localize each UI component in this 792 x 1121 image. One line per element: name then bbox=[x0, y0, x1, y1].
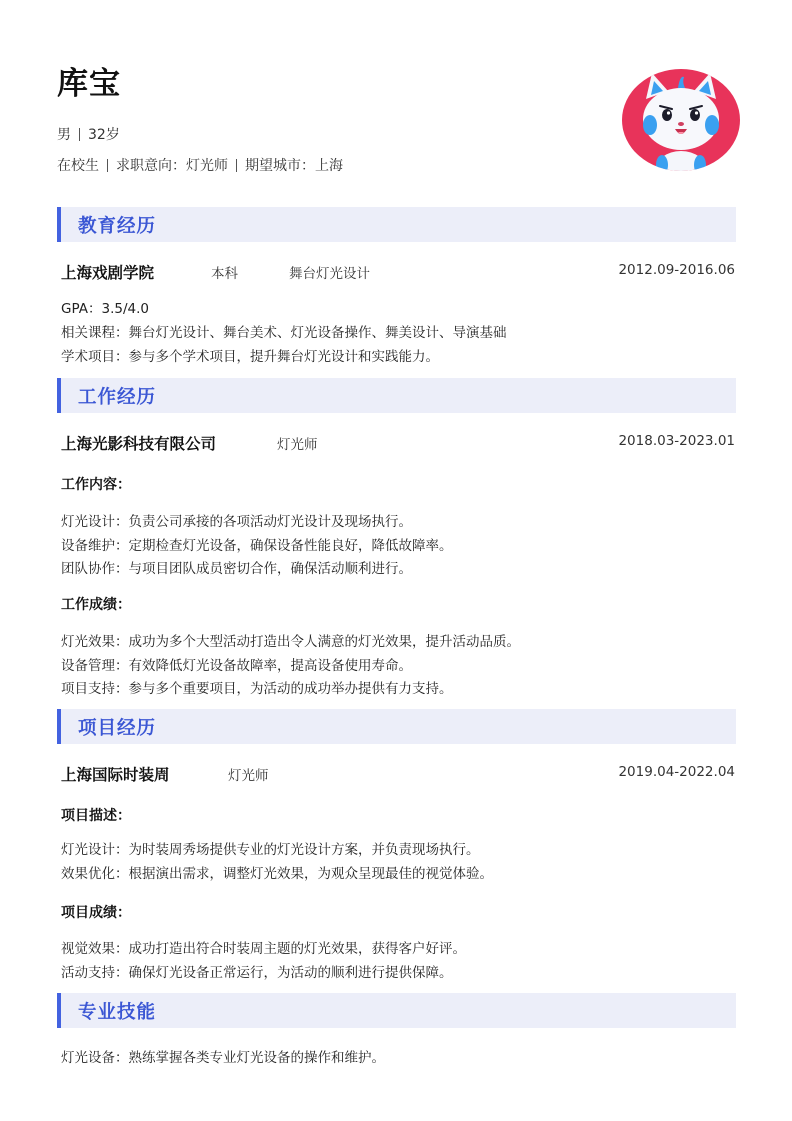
job-intent-row bbox=[57, 155, 343, 175]
basic-info-row bbox=[57, 124, 120, 144]
major: 舞台灯光设计 bbox=[289, 266, 370, 282]
work-content-title: 工作内容： bbox=[61, 477, 131, 493]
work-results-line: 设备管理：有效降低灯光设备故障率，提高设备使用寿命。 bbox=[61, 658, 412, 674]
work-content-line: 设备维护：定期检查灯光设备，确保设备性能良好，降低故障率。 bbox=[61, 538, 453, 554]
project-date: 2019.04-2022.04 bbox=[618, 764, 735, 780]
education-line: GPA：3.5/4.0 bbox=[61, 301, 149, 317]
work-results-line: 项目支持：参与多个重要项目，为活动的成功举办提供有力支持。 bbox=[61, 681, 453, 697]
section-header-education bbox=[57, 207, 736, 242]
school-name: 上海戏剧学院 bbox=[61, 264, 155, 282]
project-desc-line: 效果优化：根据演出需求，调整灯光效果，为观众呈现最佳的视觉体验。 bbox=[61, 866, 493, 882]
separator bbox=[79, 128, 80, 141]
expected-city: 期望城市：上海 bbox=[245, 158, 343, 174]
project-name: 上海国际时装周 bbox=[61, 766, 170, 784]
work-results-title: 工作成绩： bbox=[61, 597, 131, 613]
work-date: 2018.03-2023.01 bbox=[618, 433, 735, 449]
degree: 本科 bbox=[211, 266, 238, 282]
company-name: 上海光影科技有限公司 bbox=[61, 435, 217, 453]
age: 32岁 bbox=[88, 127, 120, 143]
project-desc-line: 灯光设计：为时装周秀场提供专业的灯光设计方案，并负责现场执行。 bbox=[61, 842, 480, 858]
section-title: 教育经历 bbox=[78, 216, 157, 237]
job-role: 灯光师 bbox=[277, 437, 318, 453]
project-desc-title: 项目描述： bbox=[61, 808, 131, 824]
section-header-skills bbox=[57, 993, 736, 1028]
section-header-work bbox=[57, 378, 736, 413]
candidate-name: 库宝 bbox=[57, 66, 121, 102]
project-role: 灯光师 bbox=[228, 768, 269, 784]
separator bbox=[107, 159, 108, 172]
gender: 男 bbox=[57, 127, 71, 143]
education-line: 学术项目：参与多个学术项目，提升舞台灯光设计和实践能力。 bbox=[61, 349, 439, 365]
work-content-line: 灯光设计：负责公司承接的各项活动灯光设计及现场执行。 bbox=[61, 514, 412, 530]
education-line: 相关课程：舞台灯光设计、舞台美术、灯光设备操作、舞美设计、导演基础 bbox=[61, 325, 507, 341]
job-intent: 求职意向：灯光师 bbox=[116, 158, 228, 174]
project-results-line: 活动支持：确保灯光设备正常运行，为活动的顺利进行提供保障。 bbox=[61, 965, 453, 981]
status: 在校生 bbox=[57, 158, 99, 174]
section-header-project bbox=[57, 709, 736, 744]
project-results-title: 项目成绩： bbox=[61, 905, 131, 921]
project-results-line: 视觉效果：成功打造出符合时装周主题的灯光效果，获得客户好评。 bbox=[61, 941, 466, 957]
work-content-line: 团队协作：与项目团队成员密切合作，确保活动顺利进行。 bbox=[61, 561, 412, 577]
education-date: 2012.09-2016.06 bbox=[618, 262, 735, 278]
avatar bbox=[622, 69, 740, 171]
work-results-line: 灯光效果：成功为多个大型活动打造出令人满意的灯光效果，提升活动品质。 bbox=[61, 634, 520, 650]
separator bbox=[236, 159, 237, 172]
section-title: 项目经历 bbox=[78, 718, 157, 739]
section-title: 专业技能 bbox=[78, 1002, 157, 1023]
section-title: 工作经历 bbox=[78, 387, 157, 408]
skills-line: 灯光设备：熟练掌握各类专业灯光设备的操作和维护。 bbox=[61, 1050, 385, 1066]
